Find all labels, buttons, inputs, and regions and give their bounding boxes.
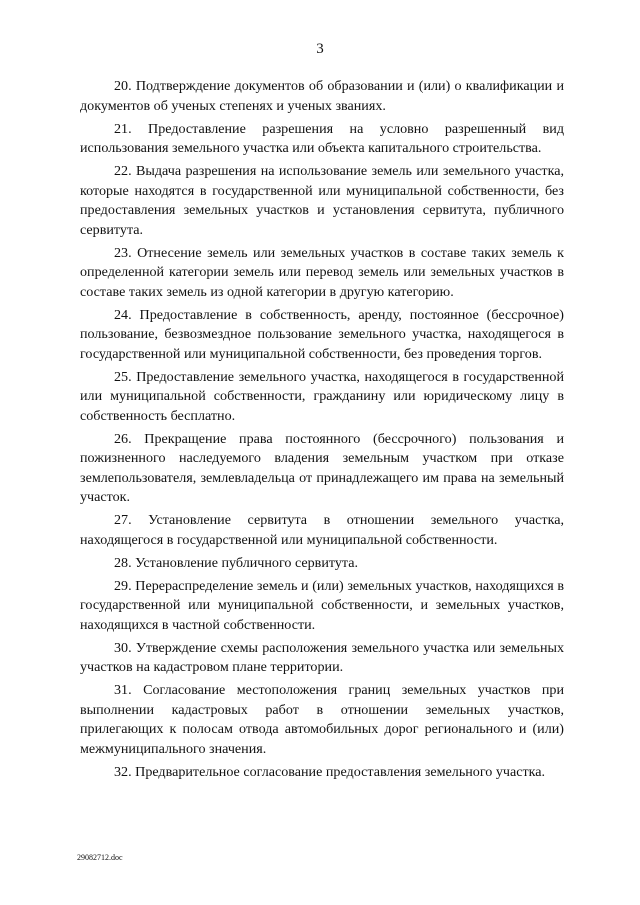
page-number: 3 xyxy=(316,41,324,57)
list-item: 30. Утверждение схемы расположения земельного участка или земельных участков на кадастровом плане территории. xyxy=(80,639,564,675)
list-item: 26. Прекращение права постоянного (бессрочного) пользования и пожизненного наследуемого владения земельным участком при отказе землепользователя, землевладельца от принадлежащего им права на земельный участок. xyxy=(80,430,564,505)
list-item: 20. Подтверждение документов об образовании и (или) о квалификации и документов об ученых степенях и ученых званиях. xyxy=(80,78,564,114)
list-item: 27. Установление сервитута в отношении земельного участка, находящегося в государственной или муниципальной собственности. xyxy=(80,512,564,548)
document-body xyxy=(80,77,564,786)
footer-filename: 29082712.doc xyxy=(77,853,123,862)
list-item: 23. Отнесение земель или земельных участков в составе таких земель к определенной категории земель или перевод земель или земельных участков в составе таких земель из одной категории в другую категорию. xyxy=(80,244,564,300)
list-item: 29. Перераспределение земель и (или) земельных участков, находящихся в государственной или муниципальной собственности, и земельных участков, находящихся в частной собственности. xyxy=(80,577,564,633)
list-item: 22. Выдача разрешения на использование земель или земельного участка, которые находятся в государственной или муниципальной собственности, без предоставления земельных участков и установления сервитута, публичного сервитута. xyxy=(80,163,564,238)
list-item: 32. Предварительное согласование предоставления земельного участка. xyxy=(114,763,546,780)
list-item: 28. Установление публичного сервитута. xyxy=(114,554,359,571)
list-item: 24. Предоставление в собственность, аренду, постоянное (бессрочное) пользование, безвозмездное пользование земельного участка, находящегося в государственной или муниципальной собственности, без проведения торгов. xyxy=(80,306,564,362)
list-item: 21. Предоставление разрешения на условно разрешенный вид использования земельного участка или объекта капитального строительства. xyxy=(80,120,564,156)
list-item: 31. Согласование местоположения границ земельных участков при выполнении кадастровых работ в отношении земельных участков, прилегающих к полосам отвода автомобильных дорог регионального и (или) межмуниципального значения. xyxy=(80,682,564,757)
list-item: 25. Предоставление земельного участка, находящегося в государственной или муниципальной собственности, гражданину или юридическому лицу в собственность бесплатно. xyxy=(80,368,564,424)
